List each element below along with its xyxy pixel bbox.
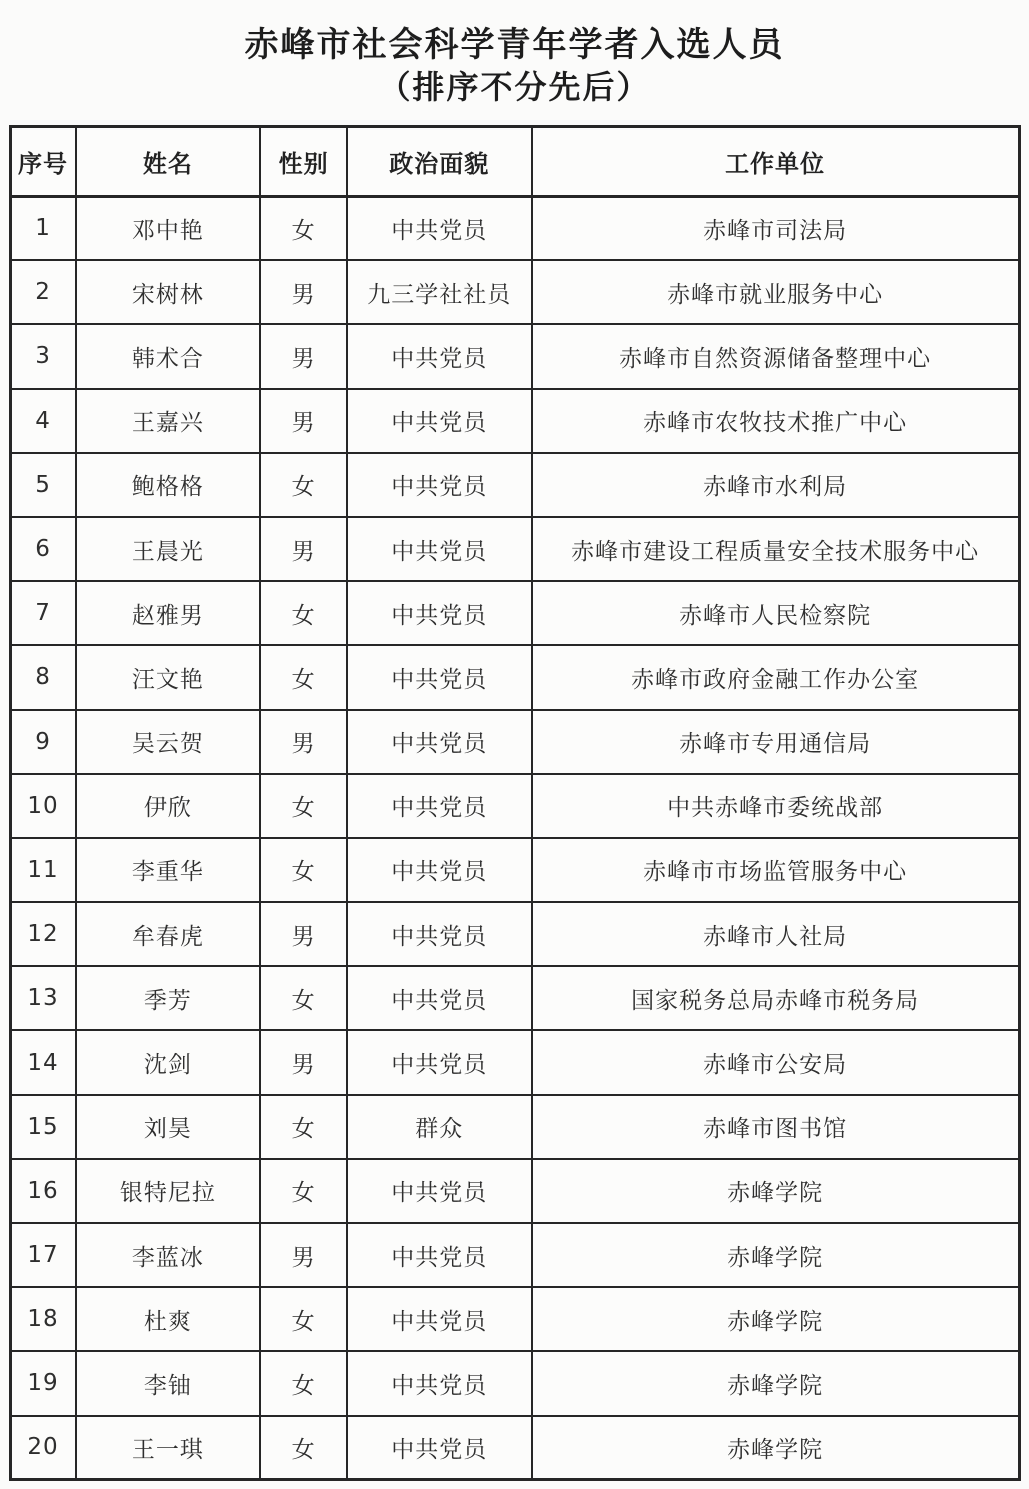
name-cell: 王一琪 [76,1416,261,1480]
row-number-cell: 18 [10,1287,76,1351]
row-number-cell: 2 [10,260,76,324]
table-row [10,966,1019,1030]
political-status-cell: 中共党员 [347,966,532,1030]
work-unit-cell: 赤峰市人民检察院 [532,581,1019,645]
political-status-cell: 中共党员 [347,1416,532,1480]
gender-cell: 女 [260,581,347,645]
name-cell: 鲍格格 [76,453,261,517]
name-cell: 邓中艳 [76,196,261,260]
row-number-cell: 20 [10,1416,76,1480]
name-cell: 李铀 [76,1351,261,1415]
political-status-cell: 中共党员 [347,324,532,388]
row-number-cell: 11 [10,838,76,902]
political-status-cell: 中共党员 [347,196,532,260]
gender-cell: 女 [260,453,347,517]
table-row [10,260,1019,324]
gender-cell: 女 [260,966,347,1030]
gender-cell: 女 [260,196,347,260]
table-row [10,1159,1019,1223]
work-unit-cell: 赤峰市就业服务中心 [532,260,1019,324]
table-row [10,1287,1019,1351]
name-cell: 刘昊 [76,1095,261,1159]
political-status-cell: 中共党员 [347,902,532,966]
page-title-line1: 赤峰市社会科学青年学者入选人员 [244,25,785,65]
political-status-cell: 中共党员 [347,581,532,645]
name-cell: 李蓝冰 [76,1223,261,1287]
political-status-cell: 中共党员 [347,1030,532,1094]
work-unit-cell: 赤峰市专用通信局 [532,710,1019,774]
work-unit-cell: 赤峰市水利局 [532,453,1019,517]
political-status-cell: 中共党员 [347,1223,532,1287]
gender-cell: 女 [260,1416,347,1480]
page-title-line2: （排序不分先后） [378,67,651,106]
work-unit-cell: 赤峰学院 [532,1223,1019,1287]
row-number-cell: 9 [10,710,76,774]
name-cell: 李重华 [76,838,261,902]
gender-cell: 男 [260,260,347,324]
table-row [10,1095,1019,1159]
political-status-cell: 中共党员 [347,389,532,453]
table-row [10,1223,1019,1287]
row-number-cell: 14 [10,1030,76,1094]
name-cell: 银特尼拉 [76,1159,261,1223]
work-unit-cell: 国家税务总局赤峰市税务局 [532,966,1019,1030]
header-index: 序号 [10,126,76,196]
table-row [10,838,1019,902]
row-number-cell: 6 [10,517,76,581]
table-header [10,126,1019,196]
political-status-cell: 中共党员 [347,1287,532,1351]
name-cell: 季芳 [76,966,261,1030]
name-cell: 赵雅男 [76,581,261,645]
political-status-cell: 九三学社社员 [347,260,532,324]
gender-cell: 女 [260,1095,347,1159]
header-name: 姓名 [76,126,261,196]
gender-cell: 女 [260,1159,347,1223]
row-number-cell: 5 [10,453,76,517]
work-unit-cell: 赤峰市公安局 [532,1030,1019,1094]
gender-cell: 男 [260,1030,347,1094]
gender-cell: 女 [260,1287,347,1351]
row-number-cell: 16 [10,1159,76,1223]
page-title [0,24,1029,107]
gender-cell: 男 [260,389,347,453]
header-row [10,126,1019,196]
work-unit-cell: 赤峰学院 [532,1351,1019,1415]
work-unit-cell: 赤峰市农牧技术推广中心 [532,389,1019,453]
gender-cell: 男 [260,324,347,388]
political-status-cell: 中共党员 [347,838,532,902]
name-cell: 伊欣 [76,774,261,838]
row-number-cell: 17 [10,1223,76,1287]
header-gender: 性别 [260,126,347,196]
row-number-cell: 4 [10,389,76,453]
gender-cell: 男 [260,710,347,774]
table-row [10,1416,1019,1480]
work-unit-cell: 赤峰市建设工程质量安全技术服务中心 [532,517,1019,581]
header-political-status: 政治面貌 [347,126,532,196]
political-status-cell: 群众 [347,1095,532,1159]
row-number-cell: 10 [10,774,76,838]
table-row [10,710,1019,774]
political-status-cell: 中共党员 [347,710,532,774]
name-cell: 牟春虎 [76,902,261,966]
political-status-cell: 中共党员 [347,517,532,581]
work-unit-cell: 赤峰学院 [532,1287,1019,1351]
gender-cell: 男 [260,902,347,966]
work-unit-cell: 赤峰市司法局 [532,196,1019,260]
table-row [10,389,1019,453]
name-cell: 沈剑 [76,1030,261,1094]
name-cell: 汪文艳 [76,645,261,709]
table-row [10,1030,1019,1094]
table-row [10,196,1019,260]
table-row [10,774,1019,838]
row-number-cell: 1 [10,196,76,260]
table-row [10,581,1019,645]
row-number-cell: 7 [10,581,76,645]
gender-cell: 男 [260,517,347,581]
political-status-cell: 中共党员 [347,645,532,709]
table-row [10,517,1019,581]
political-status-cell: 中共党员 [347,453,532,517]
name-cell: 宋树林 [76,260,261,324]
work-unit-cell: 赤峰学院 [532,1416,1019,1480]
gender-cell: 女 [260,774,347,838]
gender-cell: 女 [260,1351,347,1415]
work-unit-cell: 赤峰市自然资源储备整理中心 [532,324,1019,388]
table-row [10,324,1019,388]
row-number-cell: 12 [10,902,76,966]
table-body [10,196,1019,1480]
row-number-cell: 15 [10,1095,76,1159]
table-row [10,902,1019,966]
work-unit-cell: 中共赤峰市委统战部 [532,774,1019,838]
work-unit-cell: 赤峰市市场监管服务中心 [532,838,1019,902]
work-unit-cell: 赤峰学院 [532,1159,1019,1223]
gender-cell: 女 [260,838,347,902]
political-status-cell: 中共党员 [347,1159,532,1223]
row-number-cell: 19 [10,1351,76,1415]
gender-cell: 女 [260,645,347,709]
name-cell: 王嘉兴 [76,389,261,453]
table-row [10,453,1019,517]
row-number-cell: 3 [10,324,76,388]
header-work-unit: 工作单位 [532,126,1019,196]
name-cell: 杜爽 [76,1287,261,1351]
table-row [10,1351,1019,1415]
table-row [10,645,1019,709]
row-number-cell: 8 [10,645,76,709]
political-status-cell: 中共党员 [347,1351,532,1415]
name-cell: 吴云贺 [76,710,261,774]
gender-cell: 男 [260,1223,347,1287]
work-unit-cell: 赤峰市政府金融工作办公室 [532,645,1019,709]
row-number-cell: 13 [10,966,76,1030]
roster-table [9,125,1021,1482]
work-unit-cell: 赤峰市图书馆 [532,1095,1019,1159]
political-status-cell: 中共党员 [347,774,532,838]
work-unit-cell: 赤峰市人社局 [532,902,1019,966]
name-cell: 韩术合 [76,324,261,388]
name-cell: 王晨光 [76,517,261,581]
